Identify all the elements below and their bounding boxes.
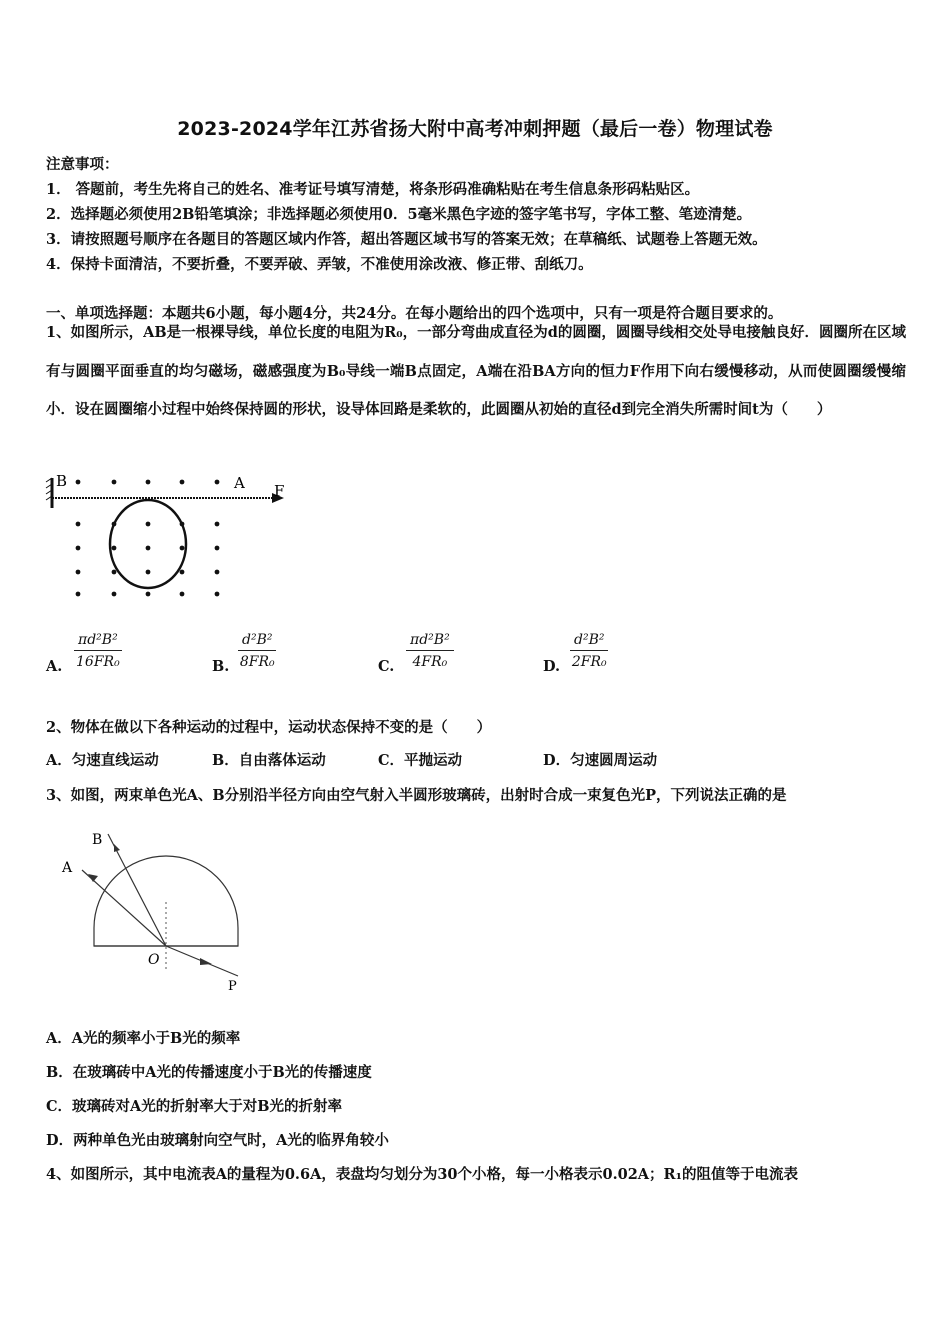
notice-heading: 注意事项： [46, 156, 119, 173]
q3-option-a: A．A光的频率小于B光的频率 [46, 1030, 241, 1047]
q3-label-o: O [148, 952, 160, 968]
q3-option-d: D．两种单色光由玻璃射向空气时，A光的临界角较小 [46, 1132, 389, 1149]
q3-label-a: A [62, 860, 73, 876]
notice-item-3: 3．请按照题号顺序在各题目的答题区域内作答，超出答题区域书写的答案无效；在草稿纸、试题卷上答题无效。 [46, 231, 767, 248]
q1-option-d-formula: $\frac{\text{d²B²}}{\text{2FR₀}}$ [571, 632, 607, 670]
q1-label-b: B [56, 472, 68, 490]
notice-item-4: 4．保持卡面清洁，不要折叠，不要弄破、弄皱，不准使用涂改液、修正带、刮纸刀。 [46, 256, 593, 273]
q1-label-a: A [234, 474, 245, 492]
q1-option-c-formula: $\frac{\text{πd²B²}}{\text{4FR₀}}$ [406, 632, 454, 670]
section-heading: 一、单项选择题：本题共6小题，每小题4分，共24分。在每小题给出的四个选项中，只有一项是符合题目要求的。 [46, 305, 783, 322]
q3-stem: 3、如图，两束单色光A、B分别沿半径方向由空气射入半圆形玻璃砖，出射时合成一束复色光P，下列说法正确的是 [46, 787, 787, 804]
q2-stem: 2、物体在做以下各种运动的过程中，运动状态保持不变的是（ ） [46, 719, 492, 736]
q2-option-c: C．平抛运动 [378, 752, 463, 769]
q1-option-b-label: B. [212, 658, 230, 675]
notice-item-1: 1． 答题前，考生先将自己的姓名、准考证号填写清楚，将条形码准确粘贴在考生信息条形码粘贴区。 [46, 181, 700, 198]
q1-figure [44, 468, 294, 608]
q3-label-p: P [228, 979, 237, 994]
q1-stem: 1、如图所示，AB是一根裸导线，单位长度的电阻为R₀，一部分弯曲成直径为d的圆圈，圆圈导线相交处导电接触良好．圆圈所在区域有与圆圈平面垂直的均匀磁场，磁感强度为B₀导线一端B点固定，A端在沿BA方向的恒力F作用下向右缓慢移动，从而使圆圈缓慢缩小．设在圆圈缩小过程中始终保持圆的形状，设导体回路是柔软的，此圆圈从初始的直径d到完全消失所需时间t为（ ） [46, 324, 906, 418]
q1-option-a-formula: $\frac{\text{πd²B²}}{\text{16FR₀}}$ [76, 632, 120, 670]
q2-option-b: B．自由落体运动 [212, 752, 326, 769]
q3-option-c: C．玻璃砖对A光的折射率大于对B光的折射率 [46, 1098, 343, 1115]
q3-option-b: B．在玻璃砖中A光的传播速度小于B光的传播速度 [46, 1064, 372, 1081]
q3-label-b: B [92, 832, 103, 848]
q3-figure [58, 824, 258, 994]
q1-option-c-label: C. [378, 658, 395, 675]
q2-option-d: D．匀速圆周运动 [543, 752, 658, 769]
q1-option-d-label: D. [543, 658, 561, 675]
q1-option-b-formula: $\frac{\text{d²B²}}{\text{8FR₀}}$ [239, 632, 275, 670]
q1-label-f: F [274, 482, 285, 500]
notice-item-2: 2．选择题必须使用2B铅笔填涂；非选择题必须使用0．5毫米黑色字迹的签字笔书写，字体工整、笔迹清楚。 [46, 206, 752, 223]
q1-option-a-label: A. [46, 658, 63, 675]
exam-title: 2023-2024学年江苏省扬大附中高考冲刺押题（最后一卷）物理试卷 [177, 118, 773, 140]
q2-option-a: A．匀速直线运动 [46, 752, 159, 769]
q4-stem: 4、如图所示，其中电流表A的量程为0.6A，表盘均匀划分为30个小格，每一小格表示0.02A；R₁的阻值等于电流表 [46, 1166, 798, 1183]
